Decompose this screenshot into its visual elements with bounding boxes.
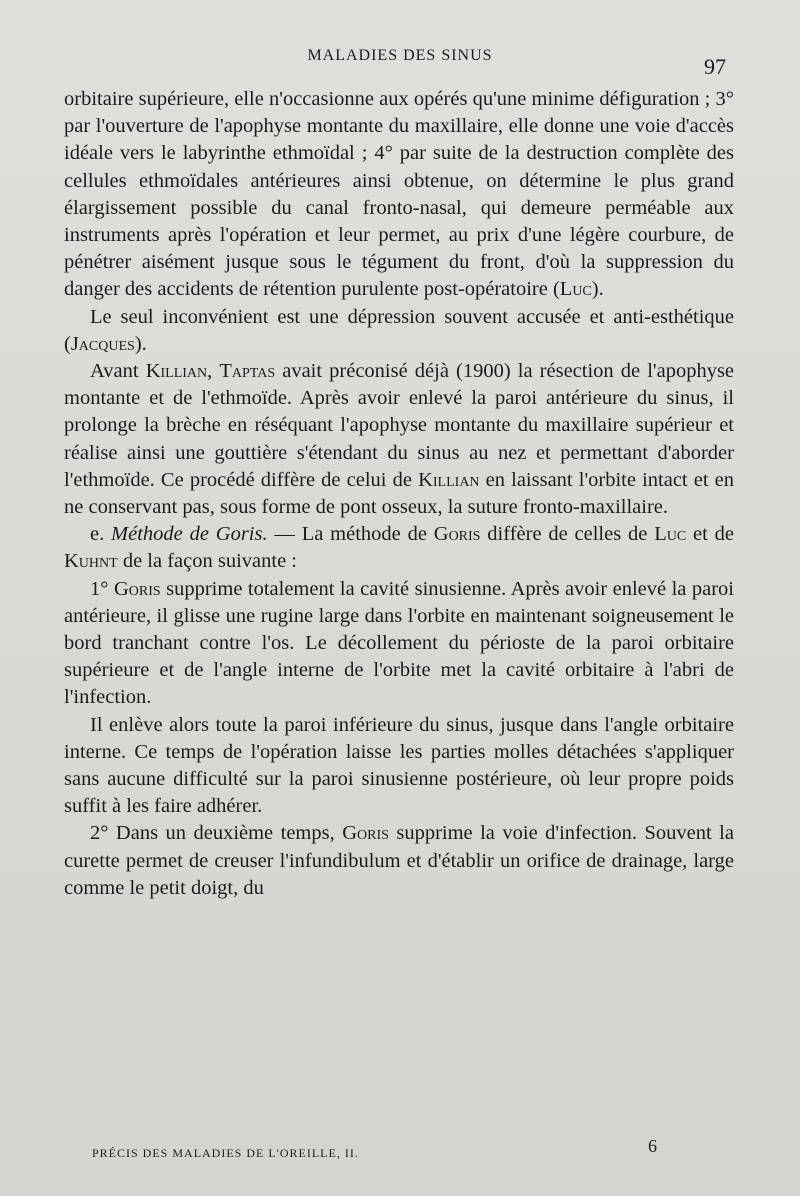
running-header: MALADIES DES SINUS: [307, 47, 493, 64]
text-run: en laissant l'orbite intact et en ne conservant pas, sous forme de pont osseux, la suture fronto-maxillaire.: [64, 468, 734, 519]
text-run: orbitaire supérieure, elle n'occasionne aux opérés qu'une minime défiguration ; 3° par l'ouverture de l'apophyse montante du maxillaire, elle donne une voie d'accès idéale vers le labyrinthe ethmoïdal ; 4° par suite de la destruction complète des cellules ethmoïdales antérieures ainsi obtenue, on détermine le plus grand élargissement possible du canal fronto-nasal, qui demeure perméable aux instruments après l'opération et leur permet, au prix d'une légère courbure, de pénétrer aisément jusque sous le tégument du front, d'où la suppression du danger des accidents de rétention purulente post-opératoire (: [64, 88, 734, 301]
text-run: Avant: [90, 360, 146, 383]
paragraph-7: [64, 820, 734, 902]
paragraph-2: [64, 304, 734, 358]
text-run: supprime totalement la cavité sinusienne. Après avoir enlevé la paroi antérieure, il glisse une rugine large dans l'orbite en maintenant soigneusement le bord tranchant contre l'os. Le décollement du périoste de la paroi orbitaire supérieure et de l'angle interne de l'orbite met la cavité orbitaire à l'abri de l'infection.: [64, 577, 735, 709]
text-run: avait préconisé déjà (1900) la résection de l'apophyse montante et de l'ethmoïde. Après avoir enlevé la paroi antérieure du sinus, il prolonge la brèche en réséquant l'apophyse montante du maxillaire supérieur et réalise ainsi une gouttière s'étendant du sinus au nez et permettant d'aborder l'ethmoïde. Ce procédé diffère de celui de: [64, 360, 735, 491]
author-name: Goris: [433, 523, 481, 546]
text-run: ).: [134, 332, 147, 355]
footer-book-title: PRÉCIS DES MALADIES DE L'OREILLE, II.: [92, 1146, 359, 1160]
paragraph-3: [64, 358, 734, 521]
page-number: 97: [704, 54, 726, 79]
text-run: ).: [591, 278, 604, 301]
footer-signature-mark: 6: [648, 1136, 657, 1156]
author-name: Kuhnt: [64, 550, 118, 573]
author-name: Jacques: [70, 332, 135, 355]
author-name: Goris: [342, 822, 389, 845]
text-run: Le seul inconvénient est une dépression souvent accusée et anti-esthétique (: [64, 305, 734, 355]
section-title: Méthode de Goris.: [111, 523, 268, 546]
author-name: Killian: [145, 360, 208, 383]
paragraph-5: [64, 576, 734, 712]
author-name: Luc: [654, 523, 687, 546]
paragraph-1: [64, 86, 734, 304]
text-run: e.: [90, 523, 112, 546]
paragraph-4: [64, 521, 734, 575]
paragraph-6: [64, 712, 734, 821]
text-run: 1°: [90, 577, 114, 600]
text-run: de la façon suivante :: [117, 550, 297, 573]
body-text: [64, 86, 734, 902]
text-run: 2° Dans un deuxième temps,: [90, 822, 343, 845]
author-name: Killian: [418, 468, 480, 491]
text-run: diffère de celles de: [480, 523, 655, 546]
author-name: Taptas: [219, 360, 276, 383]
text-run: et de: [686, 523, 734, 546]
text-run: supprime la voie d'infection. Souvent la curette permet de creuser l'infundibulum et d'établir un orifice de drainage, large comme le petit doigt, du: [64, 822, 734, 899]
author-name: Goris: [113, 577, 161, 600]
text-run: — La méthode de: [267, 523, 434, 546]
text-run: ,: [207, 360, 220, 383]
author-name: Luc: [559, 278, 592, 301]
text-run: Il enlève alors toute la paroi inférieure du sinus, jusque dans l'angle orbitaire interne. Ce temps de l'opération laisse les parties molles détachées s'appliquer sans aucune difficulté sur la paroi sinusienne postérieure, où leur propre poids suffit à les faire adhérer.: [64, 713, 734, 818]
